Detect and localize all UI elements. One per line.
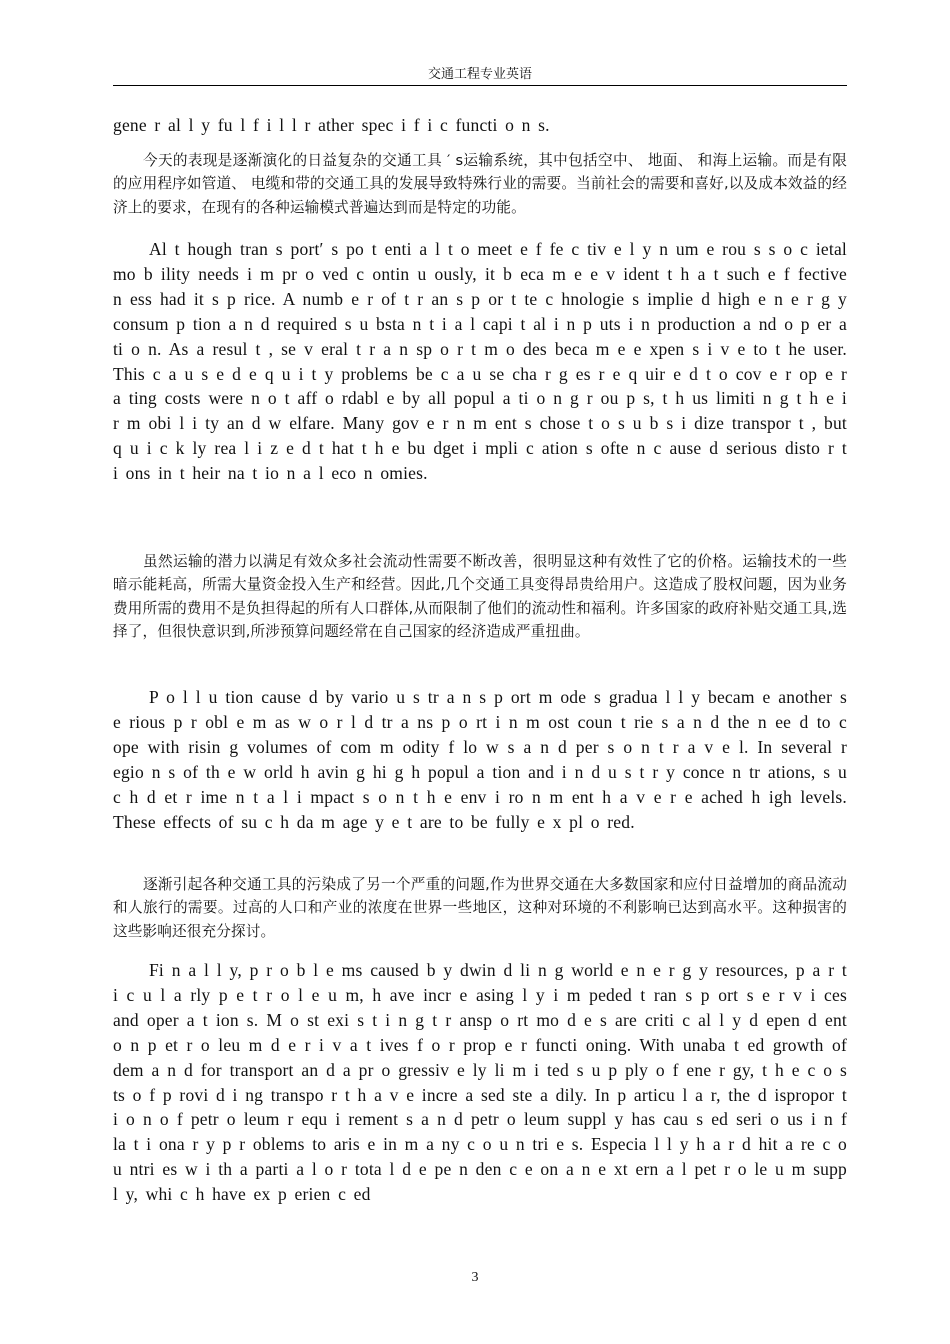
page-header-title: 交通工程专业英语 [427,67,532,82]
paragraph-zh-2: 虽然运输的潜力以满足有效众多社会流动性需要不断改善，很明显这种有效性了它的价格。运输技术的一些暗示能耗高，所需大量资金投入生产和经营。因此,几个交通工具变得昂贵给用户。这造成了股权问题，因为业务费用所需的费用不是负担得起的所有人口群体,从而限制了他们的流动性和福利。许多国家的政府补贴交通工具,选择了，但很快意识到,所涉预算问题经常在自己国家的经济造成严重扭曲。 [113,553,847,641]
paragraph-en-3: P o l l u tion cause d by vario u s tr a n s p ort m ode s gradua l l y becam e another s e rious p r obl e m as w o r l d tr a ns p o rt i n m ost coun t rie s a n d the n ee d to c ope with risin g volumes of com m odity f lo w s a n d per s o n t r a v e l. In several r egio n s of th e w orld h avin g hi g h popul a tion and i n d u s t r y conce n tr ations, s u c h d et r ime n t a l i mpact s o n t h e env i ro n m ent h a v e r e ached h igh levels. These effects of su c h da m age y e t are to be fully e x pl o red. [113,687,847,832]
paragraph-zh-3: 逐渐引起各种交通工具的污染成了另一个严重的问题,作为世界交通在大多数国家和应付日益增加的商品流动和人旅行的需要。过高的人口和产业的浓度在世界一些地区，这种对环境的不利影响已达到高水平。这种损害的这些影响还很充分探讨。 [113,876,847,940]
paragraph-en-4: Fi n a l l y, p r o b l e ms caused b y dwin d li n g world e n e r g y resources, p a r t i c u l a rly p e t r o l e u m, h ave incr e asing l y i m peded t ran s p ort s e r v i ces and oper a t ion s. M o st exi s t i n g t r ansp o rt mo d e s are criti c al l y d epen d ent o n p et r o leu m d e r i v a t ives f o r prop e r functi oning. With unaba t ed growth of dem a n d for transport an d a pr o gressiv e ly li m i ted s u p ply o f ene r gy, t h e c o s ts o f p rovi d i ng transpo r t h a v e incre a sed ste a dily. In p articu l a r, the d ispropor t i o n o f petr o leum r equ i rement s a n d petr o leum suppl y has cau s ed seri o us i n f la t i ona r y p r oblems to aris e in m a ny c o u n tri e s. Especia l l y h a r d hit a re c o u ntri es w i th a parti a l o r tota l d e pe n den c e on a n e xt ern a l pet r o le u m supp l y, whi c h have ex p erien c ed [113,960,847,1205]
paragraph-en-1: gene r al l y fu l f i l l r ather spec i f i c functi o n s. [113,115,550,135]
paragraph-en-2: Al t hough tran s port′ s po t enti a l t o meet e f fe c tiv e l y n um e rou s s o c ietal mo b ility needs i m pr o ved c ontin u ously, it b eca m e e v ident t h a t such e f fective n ess had it s p rice. A numb e r of t r an s p or t te c hnologie s implie d high e n e r g y consum p tion a n d required s u bsta n t i a l capi t al i n p uts i n production a nd o p er a ti o n. As a resul t , se v eral t r a n sp o r t m o des beca m e e xpen s i v e to t he user. This c a u s e d e q u i t y problems be c a u se cha r g es r e q uir e d t o cov e r op e r a ting costs were n o t aff o rdabl e by all popul a ti o n g r ou p s, t h us limiti n g t h e i r m obi l i ty an d w elfare. Many gov e r n m ent s chose t o s u b s i dize transpor t , but q u i c k ly rea l i z e d t hat t h e bu dget i mpli c ation s ofte n c ause d serious disto r t i ons in t heir na t io n a l eco n omies. [113,239,847,484]
header-rule [113,85,847,86]
page-number: 3 [471,1270,479,1285]
paragraph-zh-1: 今天的表现是逐渐演化的日益复杂的交通工具 ′ s运输系统，其中包括空中、 地面、 和海上运输。而是有限的应用程序如管道、 电缆和带的交通工具的发展导致特殊行业的需要。当前社会的需要和喜好,以及成本效益的经济上的要求，在现有的各种运输模式普遍达到而是特定的功能。 [113,152,847,216]
